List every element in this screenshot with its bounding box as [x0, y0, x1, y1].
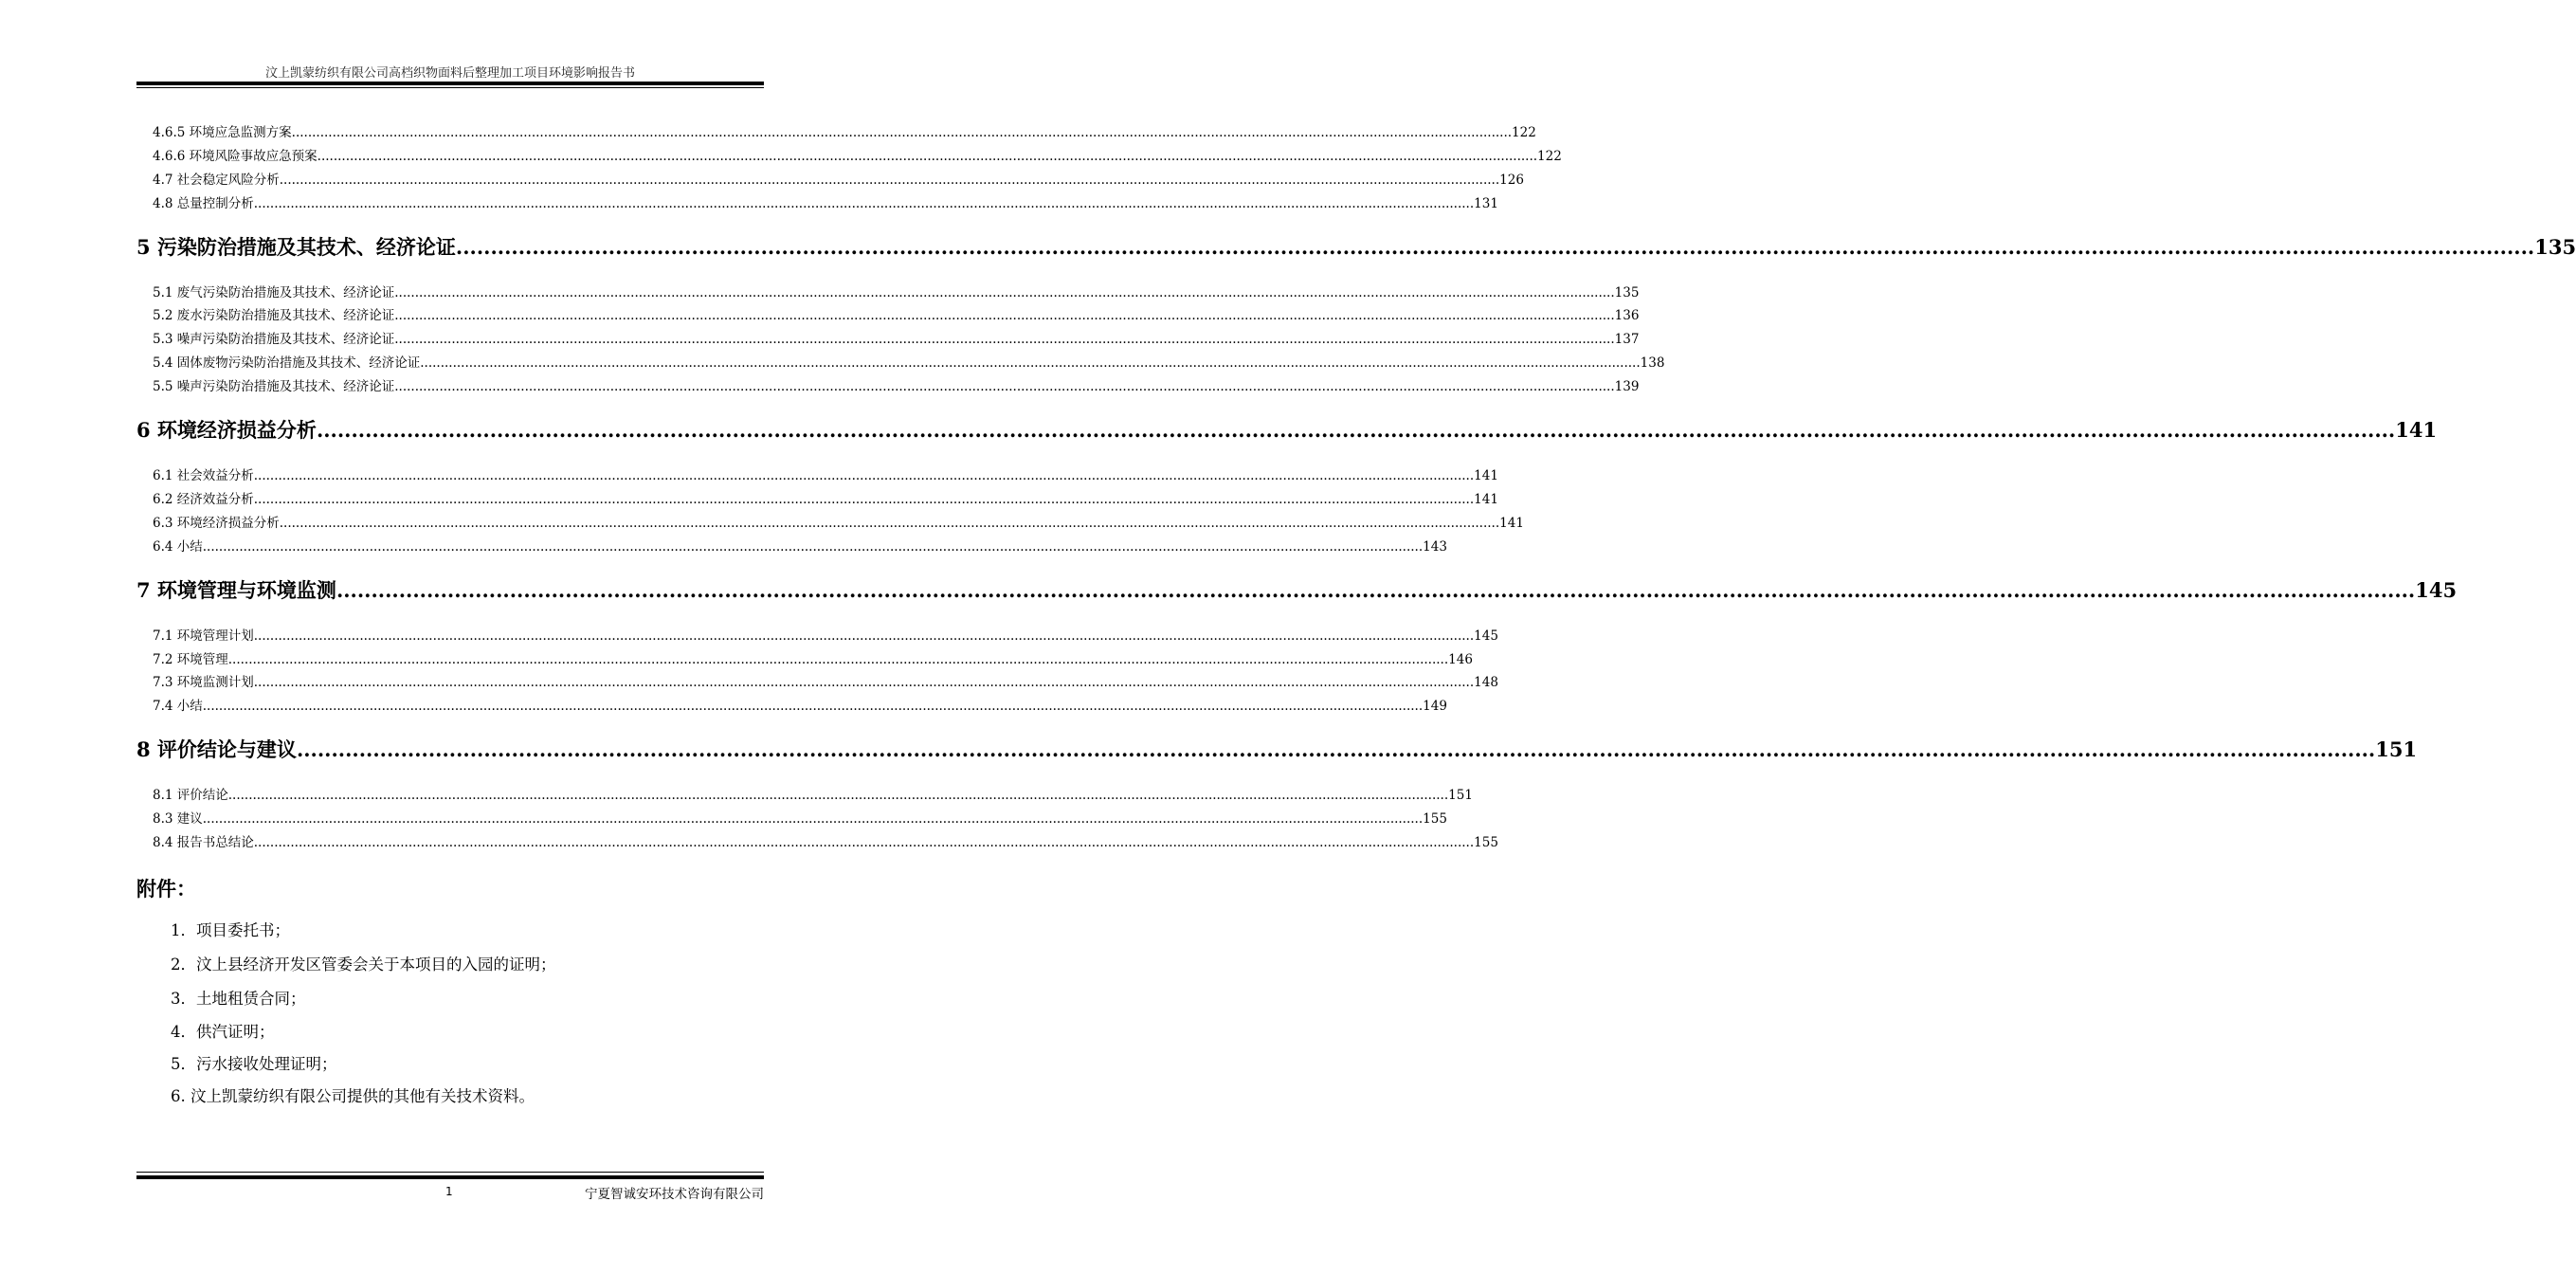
- toc-chapter[interactable]: [136, 735, 2418, 763]
- attachments-heading: 附件：: [136, 877, 196, 901]
- toc-leader-dots: ............................................................................................................................................................................................................................................................................................................: [394, 379, 1615, 394]
- toc-entry-page: 143: [1423, 539, 1447, 555]
- toc-entry-page: 145: [1474, 628, 1498, 644]
- toc-entry-page: 131: [1474, 196, 1498, 211]
- toc-entry-label: 5.2 废水污染防治措施及其技术、经济论证: [153, 308, 395, 323]
- toc-leader-dots: ............................................................................................................................................................................................................................................................................................................: [253, 835, 1475, 850]
- footer-rule-thin: [136, 1172, 764, 1173]
- toc-leader-dots: ............................................................................................................................................................................................................................................................................................................: [336, 578, 2416, 602]
- attachment-item: 1．项目委托书；: [171, 921, 290, 939]
- toc-entry-page: 155: [1474, 835, 1498, 850]
- toc-entry-page: 141: [1474, 492, 1498, 507]
- toc-leader-dots: ............................................................................................................................................................................................................................................................................................................: [455, 235, 2535, 259]
- toc-entry-label: 4.8 总量控制分析: [153, 196, 254, 211]
- toc-chapter-page: 141: [2395, 418, 2438, 442]
- toc-entry-page: 141: [1474, 468, 1498, 483]
- toc-chapter-label: 5 污染防治措施及其技术、经济论证: [136, 235, 456, 259]
- toc-leader-dots: ............................................................................................................................................................................................................................................................................................................: [202, 539, 1424, 555]
- toc-entry[interactable]: [153, 304, 1640, 325]
- toc-leader-dots: ............................................................................................................................................................................................................................................................................................................: [279, 173, 1500, 188]
- toc-entry-label: 6.2 经济效益分析: [153, 492, 254, 507]
- toc-entry[interactable]: [153, 282, 1640, 302]
- attachment-item: 5．污水接收处理证明；: [171, 1055, 337, 1073]
- toc-entry[interactable]: [153, 536, 1447, 556]
- toc-leader-dots: ............................................................................................................................................................................................................................................................................................................: [296, 737, 2376, 761]
- toc-entry-label: 8.1 评价结论: [153, 788, 228, 803]
- toc-leader-dots: ............................................................................................................................................................................................................................................................................................................: [420, 355, 1641, 371]
- toc-chapter[interactable]: [136, 232, 2576, 261]
- toc-entry[interactable]: [153, 488, 1498, 509]
- toc-entry-label: 8.3 建议: [153, 811, 203, 827]
- toc-leader-dots: ............................................................................................................................................................................................................................................................................................................: [253, 492, 1475, 507]
- toc-entry[interactable]: [153, 784, 1473, 805]
- toc-entry[interactable]: [153, 831, 1498, 852]
- toc-entry[interactable]: [153, 352, 1665, 373]
- toc-chapter-label: 6 环境经济损益分析: [136, 418, 317, 442]
- attachment-item: 2．汶上县经济开发区管委会关于本项目的入园的证明；: [171, 956, 556, 974]
- toc-entry-page: 155: [1423, 811, 1447, 827]
- toc-entry[interactable]: [153, 328, 1640, 349]
- toc-entry-page: 126: [1499, 173, 1524, 188]
- header-rule-thin: [136, 87, 764, 88]
- toc-leader-dots: ............................................................................................................................................................................................................................................................................................................: [227, 788, 1449, 803]
- toc-entry-label: 4.6.6 环境风险事故应急预案: [153, 149, 317, 164]
- toc-entry[interactable]: [153, 512, 1524, 533]
- toc-entry-label: 7.2 环境管理: [153, 652, 228, 667]
- toc-chapter-label: 7 环境管理与环境监测: [136, 578, 336, 602]
- toc-entry-page: 138: [1640, 355, 1665, 371]
- toc-leader-dots: ............................................................................................................................................................................................................................................................................................................: [394, 285, 1615, 300]
- toc-entry-label: 7.4 小结: [153, 699, 203, 714]
- toc-entry-page: 135: [1614, 285, 1640, 300]
- toc-chapter[interactable]: [136, 415, 2438, 444]
- toc-entry[interactable]: [153, 375, 1640, 396]
- toc-entry-page: 137: [1614, 332, 1640, 347]
- toc-entry[interactable]: [153, 695, 1447, 716]
- toc-leader-dots: ............................................................................................................................................................................................................................................................................................................: [202, 811, 1424, 827]
- toc-leader-dots: ............................................................................................................................................................................................................................................................................................................: [291, 125, 1513, 140]
- toc-entry[interactable]: [153, 648, 1473, 669]
- toc-entry-label: 4.6.5 环境应急监测方案: [153, 125, 292, 140]
- toc-entry[interactable]: [153, 808, 1447, 828]
- toc-entry[interactable]: [153, 145, 1562, 166]
- toc-entry-page: 122: [1512, 125, 1536, 140]
- toc-leader-dots: ............................................................................................................................................................................................................................................................................................................: [227, 652, 1449, 667]
- toc-leader-dots: ............................................................................................................................................................................................................................................................................................................: [316, 418, 2396, 442]
- toc-entry[interactable]: [153, 671, 1498, 692]
- toc-chapter-page: 135: [2534, 235, 2576, 259]
- toc-entry-page: 151: [1448, 788, 1473, 803]
- toc-entry-label: 6.3 环境经济损益分析: [153, 516, 280, 531]
- attachment-item: 3．土地租赁合同；: [171, 990, 306, 1008]
- running-header-title: 汶上凯蒙纺织有限公司高档织物面料后整理加工项目环境影响报告书: [264, 66, 635, 81]
- toc-entry-label: 4.7 社会稳定风险分析: [153, 173, 280, 188]
- toc-leader-dots: ............................................................................................................................................................................................................................................................................................................: [253, 628, 1475, 644]
- toc-leader-dots: ............................................................................................................................................................................................................................................................................................................: [394, 308, 1615, 323]
- toc-leader-dots: ............................................................................................................................................................................................................................................................................................................: [253, 468, 1475, 483]
- toc-entry-page: 141: [1499, 516, 1524, 531]
- toc-entry-label: 7.3 环境监测计划: [153, 675, 254, 690]
- toc-entry-page: 148: [1474, 675, 1498, 690]
- toc-chapter[interactable]: [136, 575, 2458, 604]
- toc-entry[interactable]: [153, 464, 1498, 485]
- footer-page-number: 1: [445, 1185, 453, 1198]
- toc-entry-page: 149: [1423, 699, 1447, 714]
- toc-leader-dots: ............................................................................................................................................................................................................................................................................................................: [202, 699, 1424, 714]
- footer-organization: 宁夏智诚安环技术咨询有限公司: [585, 1187, 764, 1202]
- toc-leader-dots: ............................................................................................................................................................................................................................................................................................................: [394, 332, 1615, 347]
- footer-rule-thick: [136, 1175, 764, 1179]
- toc-entry-label: 5.4 固体废物污染防治措施及其技术、经济论证: [153, 355, 421, 371]
- toc-leader-dots: ............................................................................................................................................................................................................................................................................................................: [253, 675, 1475, 690]
- toc-leader-dots: ............................................................................................................................................................................................................................................................................................................: [253, 196, 1475, 211]
- toc-chapter-page: 151: [2375, 737, 2418, 761]
- attachment-item: 4．供汽证明；: [171, 1023, 275, 1041]
- toc-entry[interactable]: [153, 121, 1536, 142]
- toc-entry-label: 5.3 噪声污染防治措施及其技术、经济论证: [153, 332, 395, 347]
- toc-leader-dots: ............................................................................................................................................................................................................................................................................................................: [317, 149, 1538, 164]
- toc-entry[interactable]: [153, 192, 1498, 213]
- toc-entry-page: 136: [1614, 308, 1640, 323]
- toc-entry-label: 6.1 社会效益分析: [153, 468, 254, 483]
- toc-leader-dots: ............................................................................................................................................................................................................................................................................................................: [279, 516, 1500, 531]
- toc-chapter-page: 145: [2415, 578, 2458, 602]
- toc-entry-label: 8.4 报告书总结论: [153, 835, 254, 850]
- toc-chapter-label: 8 评价结论与建议: [136, 737, 297, 761]
- toc-entry-page: 146: [1448, 652, 1473, 667]
- attachment-item: 6. 汶上凯蒙纺织有限公司提供的其他有关技术资料。: [171, 1087, 535, 1105]
- toc-entry-page: 139: [1614, 379, 1640, 394]
- toc-entry-label: 5.5 噪声污染防治措施及其技术、经济论证: [153, 379, 395, 394]
- toc-entry[interactable]: [153, 169, 1524, 190]
- toc-entry-label: 5.1 废气污染防治措施及其技术、经济论证: [153, 285, 395, 300]
- header-rule-thick: [136, 82, 764, 85]
- toc-entry-label: 6.4 小结: [153, 539, 203, 555]
- toc-entry-page: 122: [1537, 149, 1562, 164]
- toc-entry[interactable]: [153, 625, 1498, 646]
- toc-entry-label: 7.1 环境管理计划: [153, 628, 254, 644]
